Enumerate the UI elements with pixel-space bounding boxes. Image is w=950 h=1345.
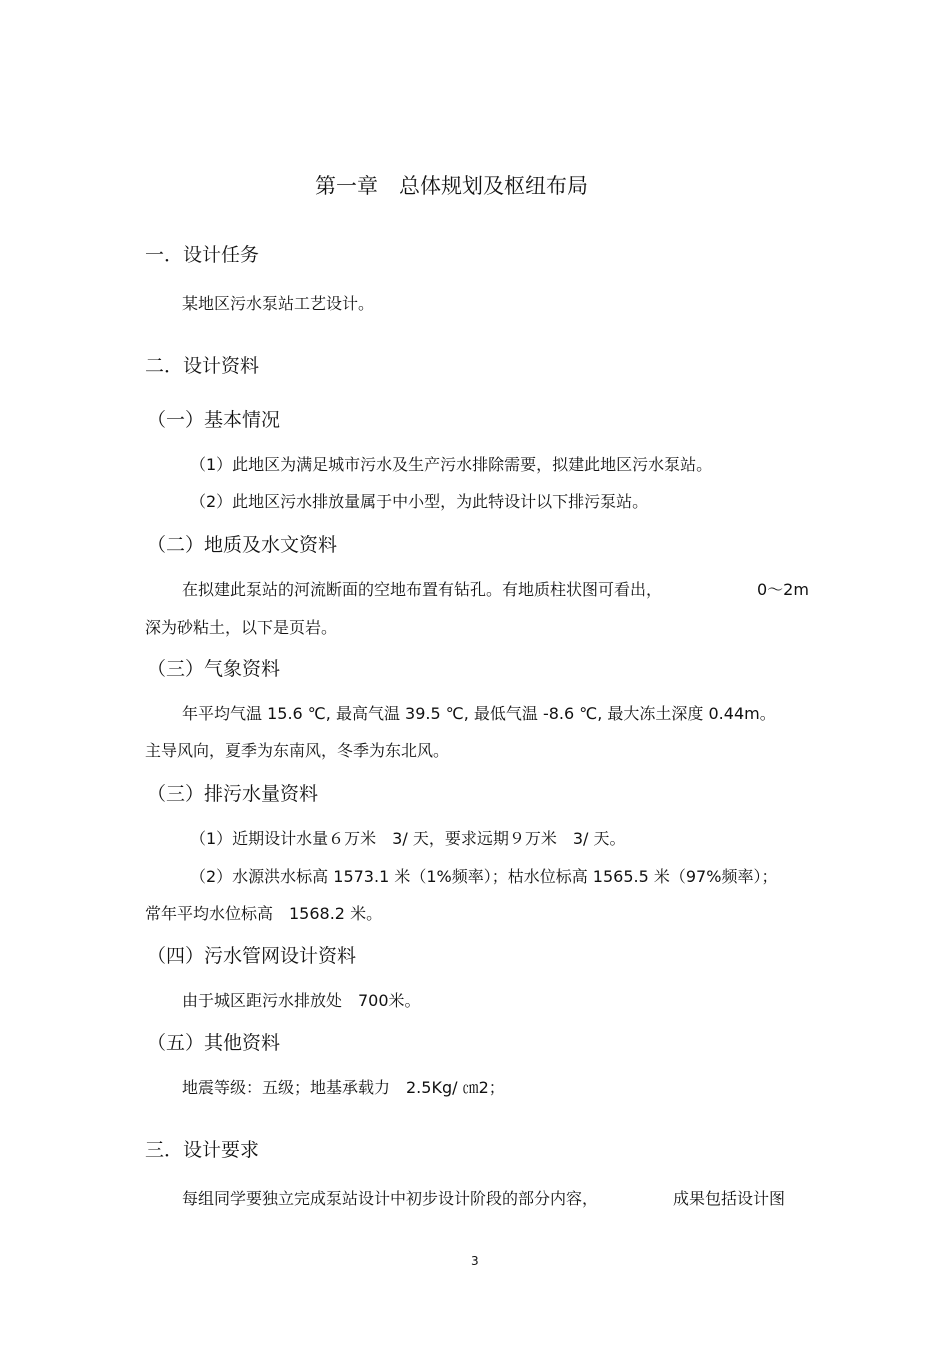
sewage-item-2-cont: 常年平均水位标高 1568.2 米。 <box>145 904 383 923</box>
geology-line-1: 在拟建此泵站的河流断面的空地布置有钻孔。有地质柱状图可看出， <box>182 580 663 599</box>
weather-line-1: 年平均气温 15.6 ℃, 最高气温 39.5 ℃, 最低气温 -8.6 ℃, 最大冻土深度 0.44m。 <box>182 704 776 723</box>
section3-line-1-end: 成果包括设计图 <box>673 1189 786 1208</box>
chapter-title: 第一章 总体规划及枢纽布局 <box>315 174 588 198</box>
section2-heading: 二．设计资料 <box>145 355 260 377</box>
other-text: 地震等级：五级；地基承载力 2.5Kg/ ㎝2； <box>182 1078 505 1097</box>
page-number: 3 <box>471 1254 479 1268</box>
other-heading: （五）其他资料 <box>147 1032 281 1054</box>
basic-item-1: （1）此地区为满足城市污水及生产污水排除需要，拟建此地区污水泵站。 <box>190 455 713 474</box>
section3-line-1: 每组同学要独立完成泵站设计中初步设计阶段的部分内容， <box>182 1189 599 1208</box>
weather-heading: （三）气象资料 <box>147 658 281 680</box>
section3-heading: 三．设计要求 <box>145 1139 260 1161</box>
basic-heading: （一）基本情况 <box>147 409 281 431</box>
sewage-item-1: （1）近期设计水量６万米 3/ 天，要求远期９万米 3/ 天。 <box>190 829 626 848</box>
geology-depth: 0～2m <box>757 580 809 599</box>
geology-line-2: 深为砂粘土，以下是页岩。 <box>145 618 338 637</box>
geology-heading: （二）地质及水文资料 <box>147 534 338 556</box>
sewage-heading: （三）排污水量资料 <box>147 783 319 805</box>
section1-heading: 一．设计任务 <box>145 244 260 266</box>
weather-line-2: 主导风向，夏季为东南风，冬季为东北风。 <box>145 741 450 760</box>
section1-text: 某地区污水泵站工艺设计。 <box>182 294 375 313</box>
sewage-item-2: （2）水源洪水标高 1573.1 米（1%频率）；枯水位标高 1565.5 米（97%频率）； <box>190 867 778 886</box>
network-text: 由于城区距污水排放处 700米。 <box>182 991 421 1010</box>
basic-item-2: （2）此地区污水排放量属于中小型，为此特设计以下排污泵站。 <box>190 492 649 511</box>
network-heading: （四）污水管网设计资料 <box>147 945 357 967</box>
